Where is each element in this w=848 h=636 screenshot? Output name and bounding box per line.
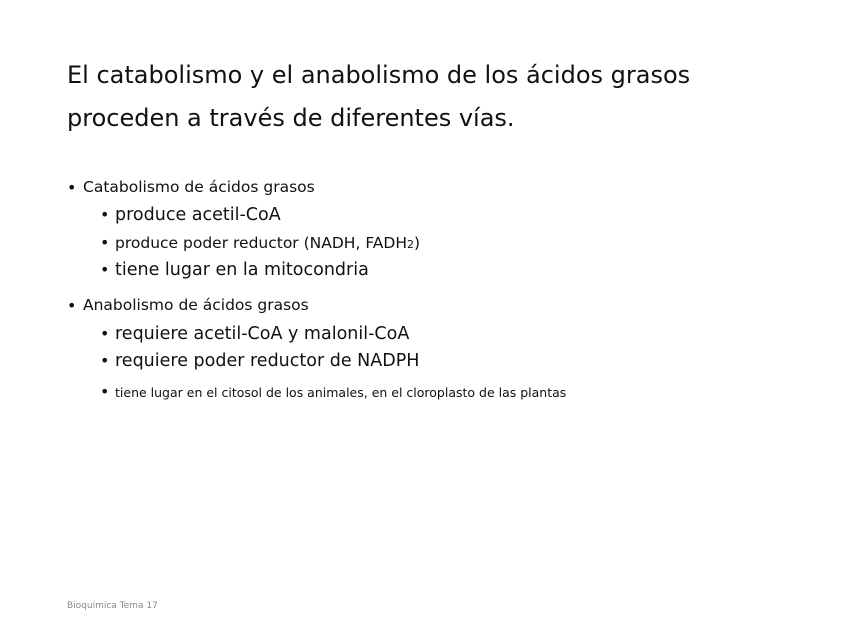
sub-bullet-paren: (NADH, FADH <box>303 234 408 252</box>
sub-bullet-text: requiere poder reductor de NADPH <box>115 351 420 371</box>
sub-bullet-paren-close: ) <box>414 234 421 252</box>
sub-bullet-anabolism-3 <box>100 382 567 402</box>
sub-bullet-catabolism-1 <box>100 205 281 225</box>
bullet-label: Catabolismo de ácidos grasos <box>83 178 315 196</box>
sub-bullet-text: produce poder reductor <box>115 234 304 252</box>
sub-bullet-text: tiene lugar en el citosol de los animales, en el cloroplasto de las plantas <box>115 385 567 400</box>
bullet-dot: • <box>100 324 110 343</box>
sub-bullet-text: requiere acetil-CoA y malonil-CoA <box>115 324 410 344</box>
bullet-anabolism <box>67 296 309 315</box>
sub-bullet-text: tiene lugar en la mitocondria <box>115 260 369 280</box>
bullet-label: Anabolismo de ácidos grasos <box>83 296 309 314</box>
sub-bullet-subscript: 2 <box>407 238 415 251</box>
sub-bullet-anabolism-2 <box>100 351 420 371</box>
bullet-dot: • <box>100 233 110 252</box>
bullet-dot: • <box>100 351 110 370</box>
sub-bullet-catabolism-2 <box>100 233 421 253</box>
footer-label: Bioquímica Tema 17 <box>67 601 158 611</box>
slide-title <box>67 54 787 140</box>
bullet-dot: • <box>100 260 110 279</box>
bullet-dot: • <box>67 296 77 315</box>
title-line-1: El catabolismo y el anabolismo de los ácidos grasos <box>67 61 691 89</box>
sub-bullet-text: produce acetil-CoA <box>115 205 281 225</box>
sub-bullet-catabolism-3 <box>100 260 369 280</box>
bullet-dot: • <box>100 382 110 401</box>
bullet-dot: • <box>67 178 77 197</box>
bullet-dot: • <box>100 205 110 224</box>
sub-bullet-anabolism-1 <box>100 324 410 344</box>
bullet-catabolism <box>67 178 315 197</box>
title-line-2: proceden a través de diferentes vías. <box>67 104 515 132</box>
